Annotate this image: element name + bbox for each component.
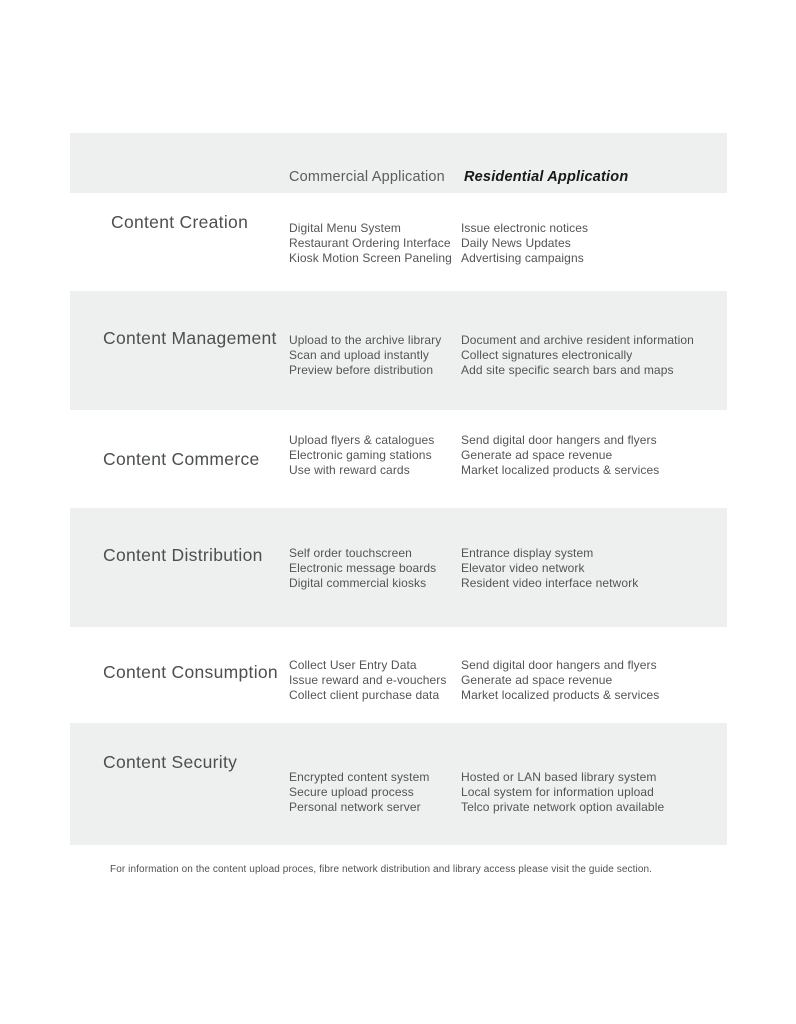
commercial-feature-list [289,508,461,627]
category-label: Content Management [103,328,277,348]
list-item: Electronic gaming stations [289,448,432,462]
list-item: Collect client purchase data [289,688,440,702]
column-header-residential: Residential Application [464,169,629,185]
commercial-feature-list [289,723,461,845]
list-item: Local system for information upload [461,785,654,799]
list-item: Issue reward and e-vouchers [289,673,447,687]
list-item: Generate ad space revenue [461,673,613,687]
list-item: Daily News Updates [461,236,571,250]
commercial-feature-list [289,627,461,723]
list-item: Scan and upload instantly [289,348,429,362]
application-comparison-table [70,133,727,845]
commercial-feature-list [289,410,461,508]
commercial-feature-list [289,291,461,410]
list-item: Restaurant Ordering Interface [289,236,451,250]
table-header-row [70,133,727,193]
list-item: Entrance display system [461,546,594,560]
column-header-commercial: Commercial Application [289,169,445,185]
list-item: Generate ad space revenue [461,448,613,462]
list-item: Use with reward cards [289,463,410,477]
list-item: Electronic message boards [289,561,437,575]
list-item: Preview before distribution [289,363,434,377]
list-item: Advertising campaigns [461,251,584,265]
list-item: Self order touchscreen [289,546,412,560]
table-row-content-security [70,723,727,845]
footnote-text: For information on the content upload proces, fibre network distribution and library access please visit the guide section. [110,864,653,875]
list-item: Add site specific search bars and maps [461,363,674,377]
list-item: Upload flyers & catalogues [289,433,435,447]
list-item: Personal network server [289,800,421,814]
list-item: Send digital door hangers and flyers [461,658,657,672]
list-item: Elevator video network [461,561,585,575]
residential-feature-list [461,291,727,410]
list-item: Market localized products & services [461,688,660,702]
list-item: Kiosk Motion Screen Paneling [289,251,452,265]
residential-feature-list [461,723,727,845]
residential-feature-list [461,508,727,627]
commercial-feature-list [289,193,461,291]
list-item: Collect signatures electronically [461,348,633,362]
category-label: Content Security [103,752,238,772]
category-label: Content Commerce [103,449,260,469]
list-item: Hosted or LAN based library system [461,770,657,784]
list-item: Upload to the archive library [289,333,442,347]
table-row-content-management [70,291,727,410]
list-item: Issue electronic notices [461,221,589,235]
list-item: Document and archive resident information [461,333,694,347]
table-row-content-distribution [70,508,727,627]
residential-feature-list [461,627,727,723]
list-item: Secure upload process [289,785,414,799]
list-item: Market localized products & services [461,463,660,477]
table-row-content-consumption [70,627,727,723]
list-item: Digital commercial kiosks [289,576,427,590]
list-item: Collect User Entry Data [289,658,417,672]
list-item: Telco private network option available [461,800,665,814]
residential-feature-list [461,193,727,291]
list-item: Resident video interface network [461,576,639,590]
category-label: Content Distribution [103,545,263,565]
list-item: Digital Menu System [289,221,401,235]
table-row-content-creation [70,193,727,291]
table-row-content-commerce [70,410,727,508]
list-item: Send digital door hangers and flyers [461,433,657,447]
list-item: Encrypted content system [289,770,430,784]
residential-feature-list [461,410,727,508]
category-label: Content Creation [111,212,249,232]
category-label: Content Consumption [103,662,278,682]
